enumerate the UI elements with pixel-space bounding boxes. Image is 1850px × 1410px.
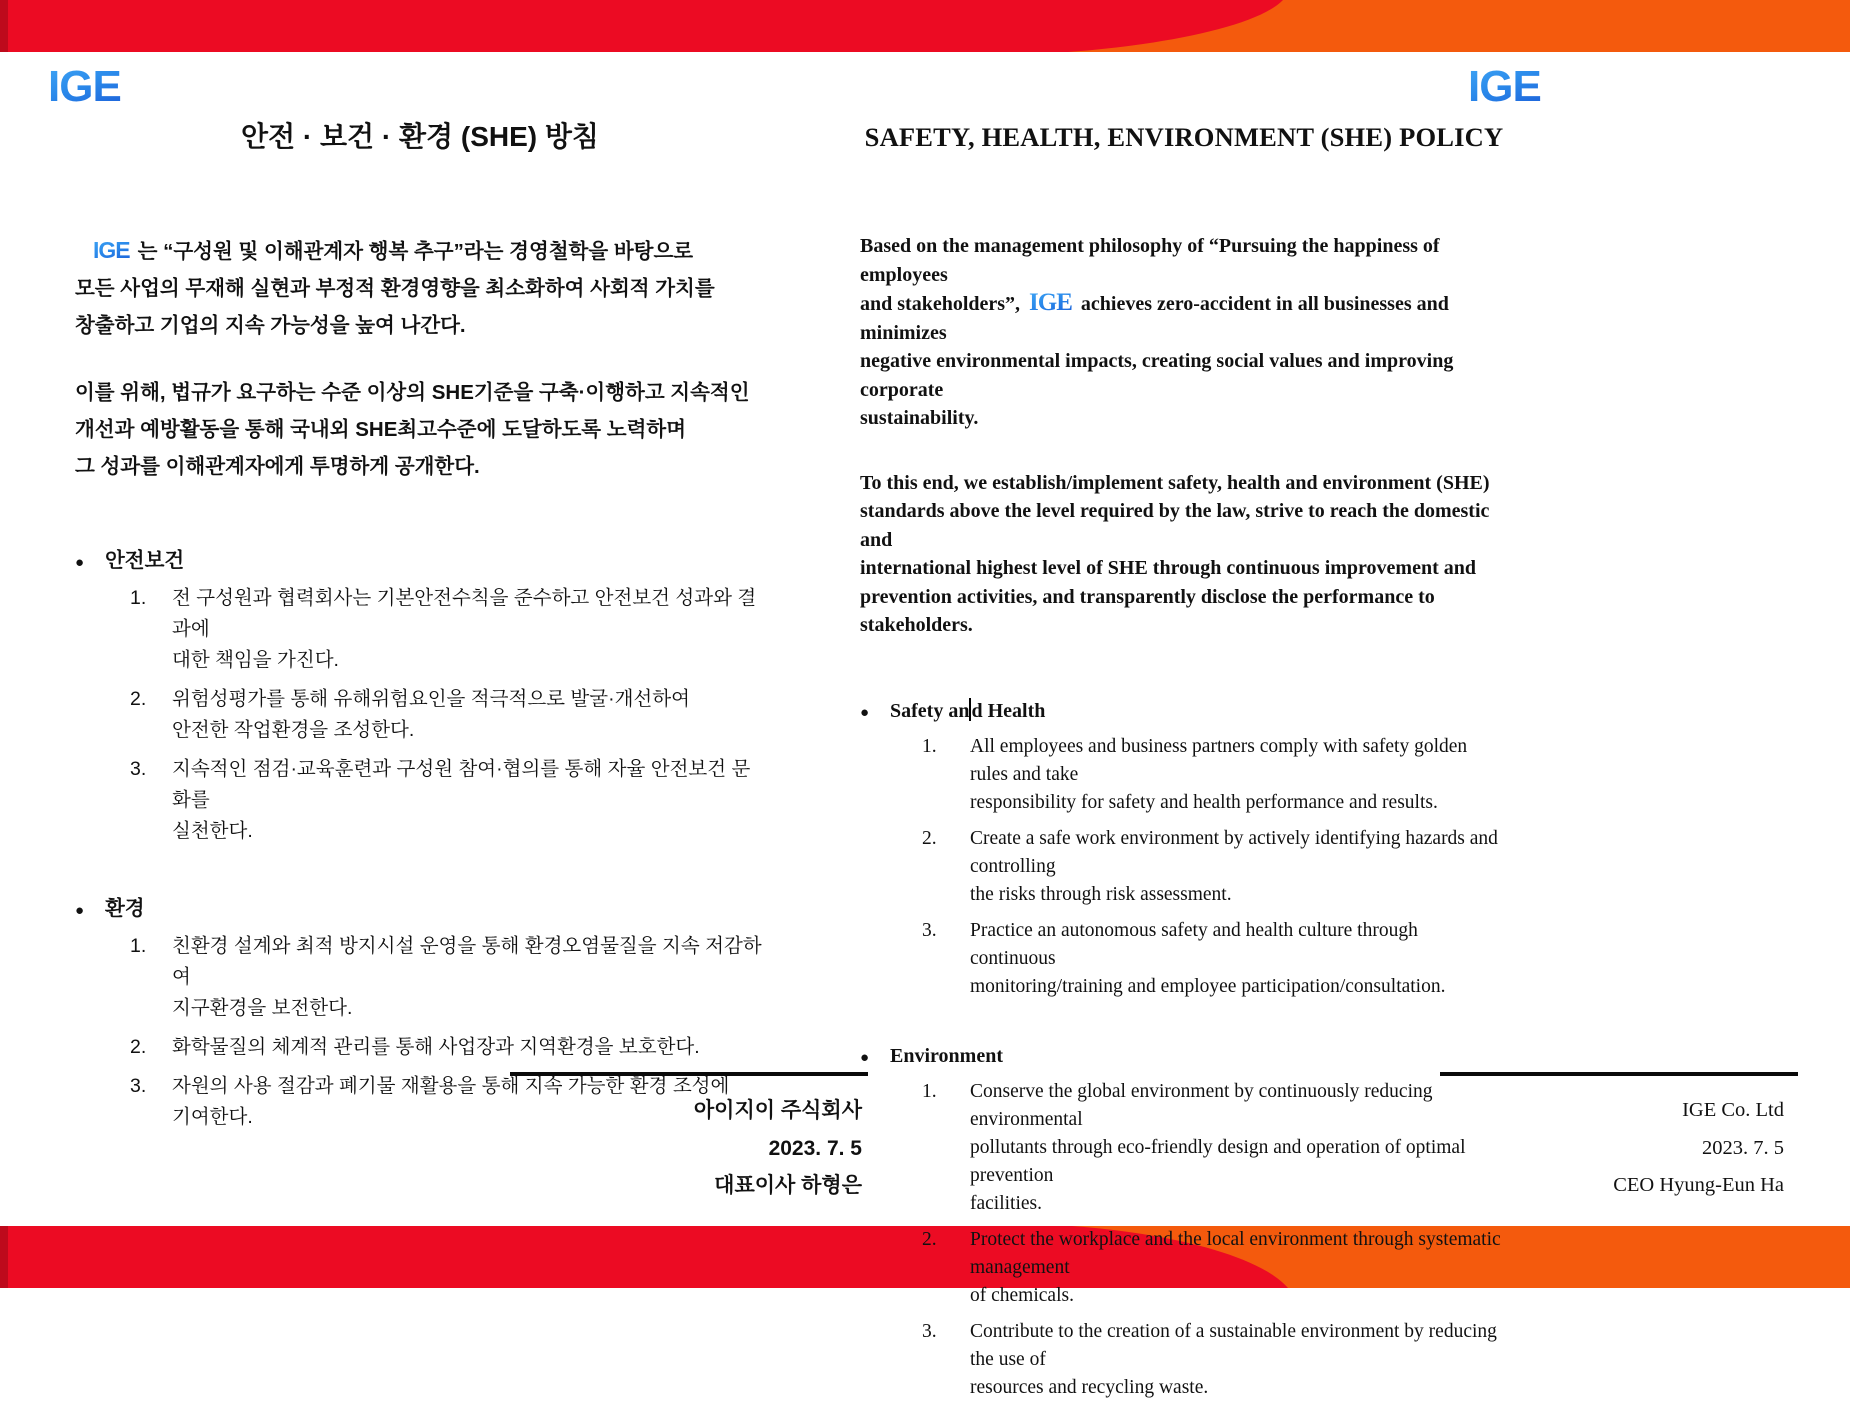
list-item-line: Create a safe work environment by actively identifying hazards and controlling [970,827,1498,877]
english-environment-section [860,1045,1508,1402]
list-item [922,825,1508,909]
section-heading [75,543,765,573]
english-paragraph-1 [860,232,1508,433]
list-item-number: 3. [922,1320,937,1342]
top-banner [0,0,1850,52]
list-item-line: of chemicals. [970,1284,1074,1306]
list-item-line: 지속적인 점검·교육훈련과 구성원 참여·협의를 통해 자율 안전보건 문화를 [172,758,751,811]
numbered-list [922,733,1508,1001]
list-item-text [172,1032,700,1063]
paragraph-line: 개선과 예방활동을 통해 국내외 SHE최고수준에 도달하도록 노력하며 [75,418,687,441]
list-item-text [172,754,765,847]
list-item-text [172,684,690,746]
english-page-title: SAFETY, HEALTH, ENVIRONMENT (SHE) POLICY [864,122,1504,152]
signature-ceo: CEO Hyung-Eun Ha [1613,1174,1784,1196]
list-item [922,1226,1508,1310]
paragraph-line: sustainability. [860,407,979,429]
numbered-list [130,583,765,847]
list-item-line: 기여한다. [172,1106,253,1128]
list-item [922,917,1508,1001]
list-item-text [172,931,765,1024]
list-item-line: 실천한다. [172,820,253,842]
section-heading-label: 환경 [105,897,145,920]
list-item-line: Protect the workplace and the local environment through systematic management [970,1228,1501,1278]
paragraph-text: 는 “구성원 및 이해관계자 행복 추구”라는 경영철학을 바탕으로 [137,240,694,263]
list-item [130,1032,765,1063]
list-item-text [970,733,1508,817]
list-item-line: the risks through risk assessment. [970,883,1232,905]
paragraph-line [75,232,765,270]
list-item-line: responsibility for safety and health performance and results. [970,791,1438,813]
list-item-line: 위험성평가를 통해 유해위험요인을 적극적으로 발굴·개선하여 [172,688,690,710]
list-item-number: 1. [130,587,147,609]
list-item-line: All employees and business partners comply with safety golden rules and take [970,735,1468,785]
list-item-line: 전 구성원과 협력회사는 기본안전수칙을 준수하고 안전보건 성과와 결과에 [172,587,757,640]
section-heading-label: 안전보건 [105,549,185,572]
list-item-number: 2. [130,1036,147,1058]
list-item-number: 1. [922,1080,937,1102]
list-item-line: 안전한 작업환경을 조성한다. [172,719,415,741]
english-column [860,120,1508,1410]
list-item-number: 1. [130,935,147,957]
paragraph-text: and stakeholders”, [860,293,1021,315]
list-item-text [970,1318,1508,1402]
section-heading-label: Environment [890,1044,1003,1067]
korean-column [75,120,765,1141]
list-item-line: pollutants through eco-friendly design and operation of optimal prevention [970,1136,1466,1186]
paragraph-line: standards above the level required by the law, strive to reach the domestic and [860,500,1490,551]
top-banner-edge-shape [0,0,8,52]
list-item-line: 친환경 설계와 최적 방지시설 운영을 통해 환경오염물질을 지속 저감하여 [172,935,762,988]
list-item-line: Contribute to the creation of a sustainable environment by reducing the use of [970,1320,1497,1370]
list-item-line: monitoring/training and employee participation/consultation. [970,975,1446,997]
heading-text: Safety an [890,699,970,722]
list-item [130,583,765,676]
bullet-icon: ● [860,703,870,721]
paragraph-line: 창출하고 기업의 지속 가능성을 높여 나간다. [75,314,466,337]
signature-ceo: 대표이사 하형은 [714,1174,862,1197]
korean-signature-block [510,1072,868,1205]
list-item [130,754,765,847]
ige-logo-right: IGE [1468,62,1541,111]
list-item-line: 화학물질의 체계적 관리를 통해 사업장과 지역환경을 보호한다. [172,1036,700,1058]
korean-page-title: 안전 · 보건 · 환경 (SHE) 방침 [241,121,599,152]
paragraph-text: achieves zero-accident in all businesses and minimizes [860,293,1449,344]
paragraph-line: international highest level of SHE through continuous improvement and [860,557,1476,579]
signature-company: 아이지이 주식회사 [693,1099,862,1122]
section-heading [860,1045,1508,1068]
list-item-number: 2. [922,1228,937,1250]
list-item-text [172,583,765,676]
ige-logo-left: IGE [48,62,121,111]
paragraph-line: 그 성과를 이해관계자에게 투명하게 공개한다. [75,455,480,478]
list-item [130,684,765,746]
paragraph-line [860,289,1508,347]
list-item-line: Practice an autonomous safety and health culture through continuous [970,919,1418,969]
list-item-line: resources and recycling waste. [970,1376,1209,1398]
list-item-number: 1. [922,735,937,757]
english-paragraph-2 [860,469,1508,640]
list-item-line: 지구환경을 보전한다. [172,997,353,1019]
paragraph-line: 이를 위해, 법규가 요구하는 수준 이상의 SHE기준을 구축·이행하고 지속적인 [75,381,750,404]
ige-logo-inline-english: IGE [1029,289,1072,316]
list-item-line: 자원의 사용 절감과 폐기물 재활용을 통해 지속 가능한 환경 조성에 [172,1075,730,1097]
paragraph-line: negative environmental impacts, creating social values and improving corporate [860,350,1454,401]
list-item-line: facilities. [970,1192,1043,1214]
numbered-list [922,1078,1508,1402]
list-item [922,1078,1508,1218]
list-item [922,1318,1508,1402]
list-item [130,931,765,1024]
list-item-text [970,1078,1508,1218]
bullet-icon: ● [75,554,85,571]
bottom-banner-edge-shape [0,1226,8,1288]
list-item-text [970,917,1508,1001]
list-item-number: 3. [130,1075,147,1097]
list-item-number: 2. [130,688,147,710]
section-heading-label [890,698,1045,723]
list-item-line: 대한 책임을 가진다. [172,649,339,671]
list-item [922,733,1508,817]
korean-safety-section [75,543,765,847]
top-banner-red-shape [0,0,1283,52]
signature-company: IGE Co. Ltd [1682,1099,1784,1121]
list-item-text [970,825,1508,909]
paragraph-line: prevention activities, and transparently disclose the performance to stakeholders. [860,585,1435,636]
section-heading [860,698,1508,723]
signature-rule [510,1072,868,1076]
list-item-number: 2. [922,827,937,849]
english-safety-section [860,698,1508,1001]
section-heading [75,891,765,921]
list-item-number: 3. [922,919,937,941]
bullet-icon: ● [860,1048,870,1066]
heading-text: d Health [971,699,1046,722]
ige-logo-inline-korean: IGE [93,237,130,263]
bullet-icon: ● [75,902,85,919]
list-item-number: 3. [130,758,147,780]
paragraph-line: Based on the management philosophy of “Pursuing the happiness of employees [860,235,1440,286]
list-item-text [970,1226,1508,1310]
paragraph-line: To this end, we establish/implement safety, health and environment (SHE) [860,471,1490,494]
signature-rule [1440,1072,1798,1076]
korean-paragraph-2 [75,374,765,485]
korean-paragraph-1 [75,232,765,344]
list-item-line: Conserve the global environment by continuously reducing environmental [970,1080,1433,1130]
signature-date: 2023. 7. 5 [768,1136,862,1160]
signature-date: 2023. 7. 5 [1702,1136,1784,1159]
english-signature-block [1440,1072,1798,1205]
paragraph-line: 모든 사업의 무재해 실현과 부정적 환경영향을 최소화하여 사회적 가치를 [75,277,715,300]
